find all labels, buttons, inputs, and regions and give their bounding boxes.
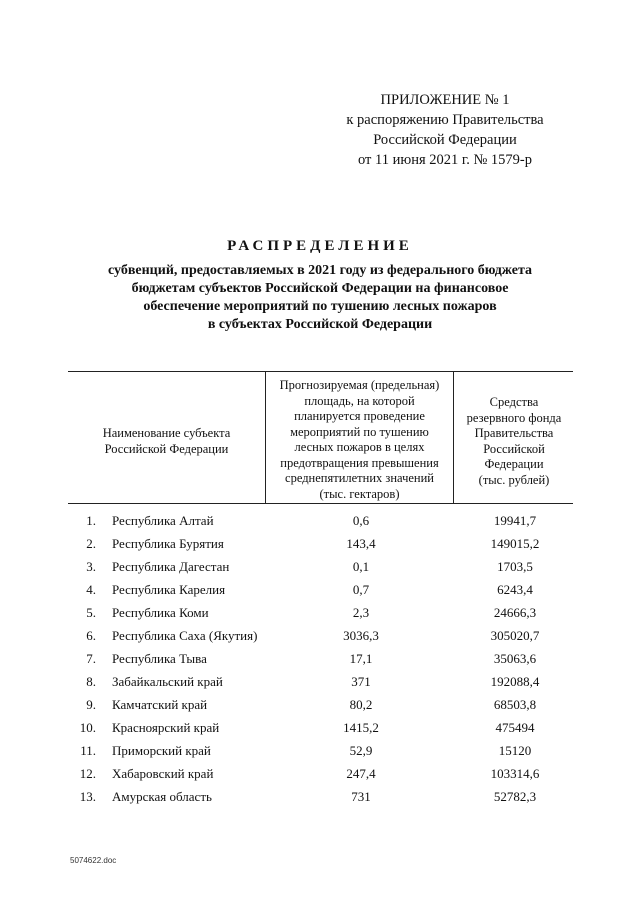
fund-value: 15120: [498, 743, 532, 758]
row-number: 1.: [86, 513, 96, 528]
document-filename: 5074622.doc: [70, 856, 117, 865]
header-area: [267, 378, 452, 502]
area-value: 3036,3: [343, 628, 379, 643]
table-row: [0, 536, 640, 559]
header-fund-line: резервного фонда: [466, 410, 562, 425]
fund-value: 6243,4: [497, 582, 533, 597]
row-number: 7.: [86, 651, 96, 666]
row-number: 10.: [79, 720, 96, 735]
header-fund-line: Российской: [483, 441, 545, 456]
region-name: Камчатский край: [112, 697, 208, 712]
region-name: Амурская область: [112, 789, 212, 804]
header-fund-line: Федерации: [484, 457, 544, 471]
table-column-divider-1: [265, 371, 266, 503]
fund-value: 149015,2: [490, 536, 540, 551]
header-area-line: предотвращения превышения: [280, 455, 439, 470]
area-value: 143,4: [346, 536, 376, 551]
row-number: 9.: [86, 697, 96, 712]
subtitle-line-1: субвенций, предоставляемых в 2021 году из федерального бюджета: [108, 263, 532, 278]
fund-value: 305020,7: [490, 628, 540, 643]
area-value: 52,9: [349, 743, 373, 758]
appendix-title: ПРИЛОЖЕНИЕ № 1: [380, 92, 510, 108]
area-value: 0,6: [352, 513, 370, 528]
area-value: 0,1: [352, 559, 370, 574]
header-area-line: лесных пожаров в целях: [294, 440, 425, 454]
document-subtitle: [60, 262, 580, 334]
header-name-line: Российской Федерации: [104, 441, 229, 456]
table-row: [0, 605, 640, 628]
row-number: 4.: [86, 582, 96, 597]
subtitle-line-4: в субъектах Российской Федерации: [207, 317, 433, 332]
row-number: 6.: [86, 628, 96, 643]
appendix-block: [330, 90, 560, 170]
area-value: 2,3: [352, 605, 370, 620]
appendix-date-line: от 11 июня 2021 г. № 1579-р: [358, 152, 532, 168]
region-name: Красноярский край: [112, 720, 220, 735]
area-value: 1415,2: [343, 720, 379, 735]
table-row: [0, 559, 640, 582]
fund-value: 475494: [495, 720, 535, 735]
region-name: Республика Саха (Якутия): [112, 628, 258, 643]
area-value: 247,4: [346, 766, 376, 781]
fund-value: 19941,7: [493, 513, 537, 528]
row-number: 3.: [86, 559, 96, 574]
table-row: [0, 513, 640, 536]
header-area-line: мероприятий по тушению: [290, 424, 429, 439]
fund-value: 68503,8: [493, 697, 537, 712]
header-area-line: (тыс. гектаров): [319, 486, 400, 501]
region-name: Забайкальский край: [112, 674, 223, 689]
row-number: 11.: [80, 743, 96, 758]
table-row: [0, 697, 640, 720]
fund-value: 24666,3: [493, 605, 537, 620]
header-fund-line: Средства: [489, 395, 539, 409]
appendix-order-line: к распоряжению Правительства: [346, 112, 544, 128]
subtitle-line-2: бюджетам субъектов Российской Федерации на финансовое: [131, 281, 509, 296]
header-fund-line: (тыс. рублей): [478, 472, 550, 487]
appendix-government-line: Российской Федерации: [373, 132, 517, 148]
header-name: [70, 426, 263, 457]
row-number: 13.: [79, 789, 96, 804]
table-row: [0, 720, 640, 743]
header-name-line: Наименование субъекта: [102, 426, 231, 440]
header-area-line: площадь, на которой: [304, 393, 415, 408]
area-value: 80,2: [349, 697, 373, 712]
table-row: [0, 766, 640, 789]
row-number: 5.: [86, 605, 96, 620]
region-name: Хабаровский край: [112, 766, 214, 781]
table-row: [0, 789, 640, 812]
region-name: Республика Карелия: [112, 582, 226, 597]
table-row: [0, 674, 640, 697]
header-fund-line: Правительства: [474, 426, 554, 440]
header-area-line: планируется проведение: [294, 409, 425, 423]
fund-value: 103314,6: [490, 766, 540, 781]
area-value: 731: [351, 789, 371, 804]
table-body: [0, 513, 640, 812]
table-row: [0, 651, 640, 674]
region-name: Республика Бурятия: [112, 536, 224, 551]
area-value: 371: [351, 674, 371, 689]
document-title: РАСПРЕДЕЛЕНИЕ: [227, 238, 413, 254]
table-row: [0, 743, 640, 766]
table-column-divider-2: [453, 371, 454, 503]
row-number: 2.: [86, 536, 96, 551]
table-row: [0, 582, 640, 605]
region-name: Приморский край: [112, 743, 211, 758]
header-area-line: среднепятилетних значений: [285, 471, 434, 485]
table-row: [0, 628, 640, 651]
region-name: Республика Тыва: [112, 651, 207, 666]
fund-value: 35063,6: [493, 651, 537, 666]
fund-value: 192088,4: [490, 674, 540, 689]
area-value: 17,1: [349, 651, 373, 666]
table-header-bottom-rule: [68, 503, 573, 504]
region-name: Республика Дагестан: [112, 559, 230, 574]
fund-value: 52782,3: [493, 789, 537, 804]
row-number: 8.: [86, 674, 96, 689]
row-number: 12.: [79, 766, 96, 781]
table-top-rule: [68, 371, 573, 372]
subtitle-line-3: обеспечение мероприятий по тушению лесных пожаров: [143, 299, 497, 314]
region-name: Республика Коми: [112, 605, 209, 620]
area-value: 0,7: [352, 582, 370, 597]
header-fund: [455, 395, 573, 488]
header-area-line: Прогнозируемая (предельная): [279, 378, 440, 392]
fund-value: 1703,5: [497, 559, 533, 574]
region-name: Республика Алтай: [112, 513, 214, 528]
